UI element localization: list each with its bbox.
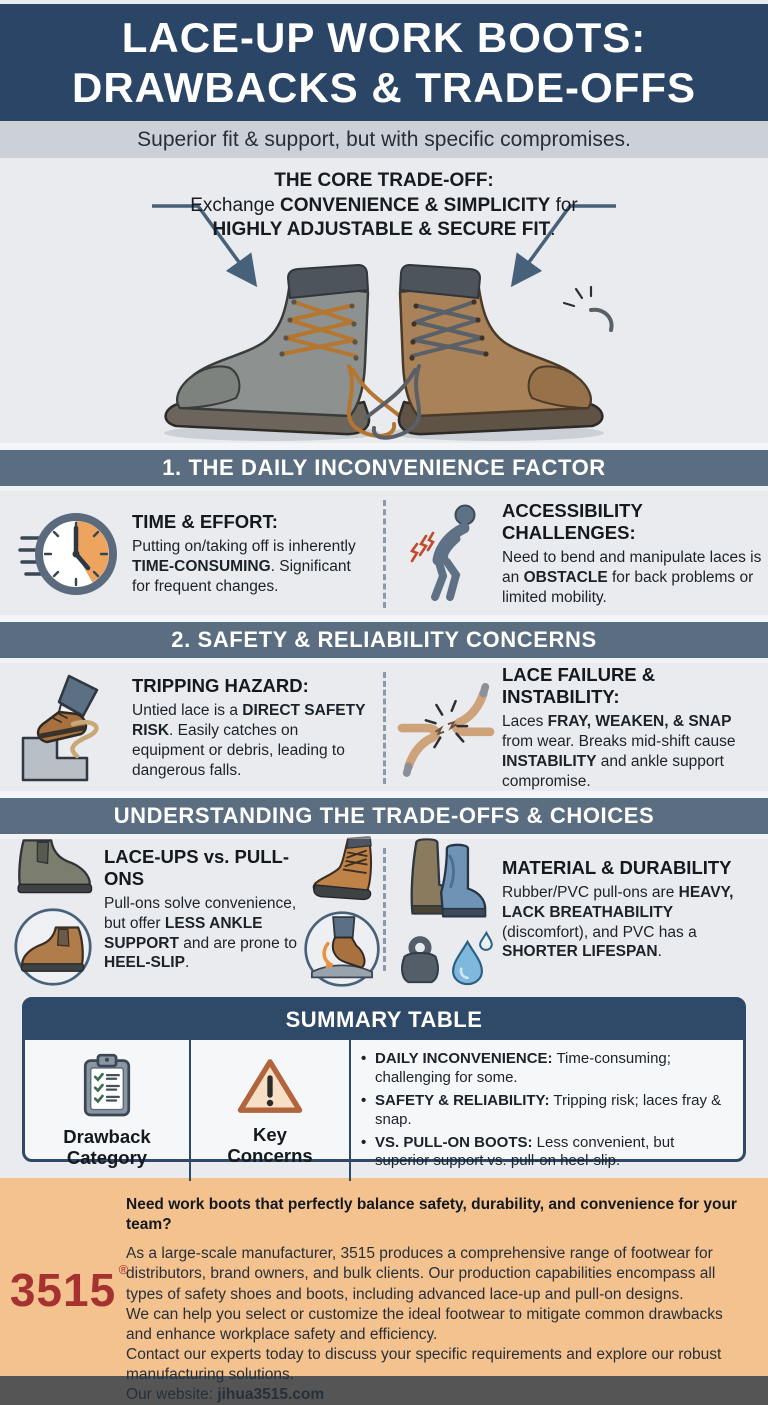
footer-paragraph: We can help you select or customize the ideal footwear to mitigate common drawbacks and enhance workplace safety and efficiency.: [126, 1305, 723, 1343]
summary-section: [0, 985, 768, 1178]
warning-triangle-icon: [236, 1055, 304, 1117]
card-body: Untied lace is a DIRECT SAFETY RISK. Easily catches on equipment or debris, leading to dangerous falls.: [132, 702, 366, 779]
chelsea-boot-icon: [10, 833, 96, 899]
card-heading: LACE-UPS vs. PULL-ONS: [104, 845, 290, 889]
lace-up-boot-icon: [302, 832, 382, 902]
section2-header: 2. SAFETY & RELIABILITY CONCERNS: [0, 622, 768, 658]
section2-content: [0, 658, 768, 798]
boot-stairs-trip-icon: [17, 672, 121, 784]
card-heading: TRIPPING HAZARD:: [132, 675, 309, 697]
rubber-boots-icon: [396, 835, 494, 923]
summary-col-concerns: [191, 1040, 351, 1181]
section3-content: [0, 834, 768, 985]
card-body: Rubber/PVC pull-ons are HEAVY, LACK BREATHABILITY (discomfort), and PVC has a SHORTER LIFESPAN.: [502, 883, 734, 961]
footer-website-line[interactable]: Our website: jihua3515.com: [126, 1386, 325, 1404]
registered-mark: ®: [118, 1262, 130, 1277]
card-body: Need to bend and manipulate laces is an OBSTACLE for back problems or limited mobility.: [502, 549, 762, 606]
section1-content: [0, 486, 768, 622]
weight-icon: [397, 935, 443, 985]
footer-text: [126, 1195, 768, 1404]
page-title-line2: DRAWBACKS & TRADE-OFFS: [72, 63, 696, 111]
card-body: Putting on/taking off is inherently TIME-CONSUMING. Significant for frequent changes.: [132, 538, 356, 595]
core-tradeoff-text: [0, 158, 768, 243]
section3-header: UNDERSTANDING THE TRADE-OFFS & CHOICES: [0, 798, 768, 834]
summary-table: [22, 997, 746, 1170]
brand-footer: [0, 1178, 768, 1404]
summary-bullet: • SAFETY & RELIABILITY: Tripping risk; laces fray & snap.: [361, 1091, 722, 1128]
summary-bullet: • VS. PULL-ON BOOTS: Less convenient, but superior support vs. pull-on heel-slip.: [361, 1133, 675, 1170]
snapped-lace-icon: [400, 676, 492, 780]
card-body: Pull-ons solve convenience, but offer LESS ANKLE SUPPORT and are prone to HEEL-SLIP.: [104, 894, 297, 972]
page-header: [0, 0, 768, 121]
summary-col2-label: Key Concerns: [227, 1123, 313, 1167]
speed-clock-icon: [18, 504, 120, 604]
footer-paragraph: As a large-scale manufacturer, 3515 produces a comprehensive range of footwear for distributors, brand owners, and bulk clients. Our production capabilities encompass all types of safety shoes and boots, including advanced lace-up and pull-on designs.: [126, 1245, 716, 1303]
core-line3: HIGHLY ADJUSTABLE & SECURE FIT.: [212, 219, 556, 241]
back-pain-person-icon: [402, 502, 490, 606]
chelsea-boot-circled-icon: [13, 907, 93, 987]
page-title-line1: LACE-UP WORK BOOTS:: [121, 14, 647, 62]
water-drop-icon: [450, 931, 494, 985]
footer-paragraph: Contact our experts today to discuss your specific requirements and explore our robust manufacturing solutions.: [126, 1345, 722, 1384]
summary-col1-label: Drawback Category: [63, 1125, 151, 1169]
summary-col-details: [351, 1040, 743, 1181]
brand-logo: 3515 ®: [9, 1262, 130, 1316]
subtitle: Superior fit & support, but with specific compromises.: [0, 121, 768, 158]
summary-table-header: SUMMARY TABLE: [25, 1000, 743, 1040]
clipboard-checklist-icon: [78, 1053, 136, 1119]
core-tradeoff-section: [0, 158, 768, 450]
summary-col-category: [25, 1040, 191, 1181]
section1-header: 1. THE DAILY INCONVENIENCE FACTOR: [0, 450, 768, 486]
card-heading: ACCESSIBILITY CHALLENGES:: [502, 500, 643, 544]
core-line2: Exchange CONVENIENCE & SIMPLICITY for: [190, 194, 578, 216]
card-body: Laces FRAY, WEAKEN, & SNAP from wear. Breaks mid-shift cause INSTABILITY and ankle support compromise.: [502, 713, 736, 790]
card-heading: TIME & EFFORT:: [132, 511, 278, 533]
footer-headline: Need work boots that perfectly balance safety, durability, and convenience for your team?: [126, 1196, 737, 1234]
card-heading: LACE FAILURE & INSTABILITY:: [502, 664, 656, 708]
core-heading: THE CORE TRADE-OFF:: [274, 170, 494, 191]
summary-bullet: • DAILY INCONVENIENCE: Time-consuming; challenging for some.: [361, 1050, 671, 1086]
card-heading: MATERIAL & DURABILITY: [502, 856, 732, 878]
heel-slip-icon: [303, 910, 381, 988]
